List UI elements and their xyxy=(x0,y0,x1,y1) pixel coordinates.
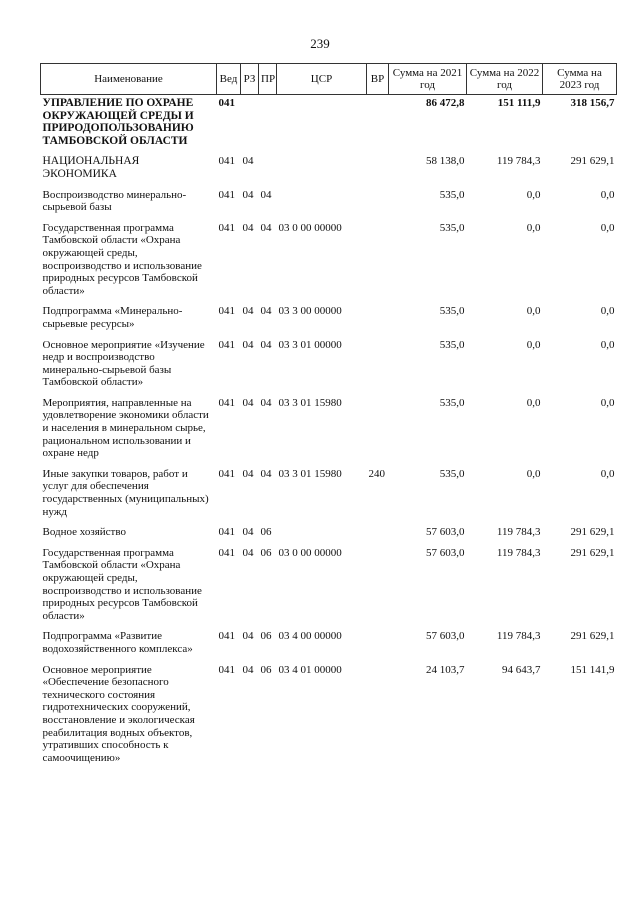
cell-sum-2022: 0,0 xyxy=(526,221,541,234)
cell-sum-2021: 24 103,7 xyxy=(426,663,465,676)
cell-sum-2023: 0,0 xyxy=(600,188,615,201)
cell-ved: 041 xyxy=(218,221,235,234)
cell-csr: 03 3 00 00000 xyxy=(278,305,342,318)
cell-rz: 04 xyxy=(242,630,254,643)
cell-vr xyxy=(367,395,389,466)
cell-sum-2023: 0,0 xyxy=(600,305,615,318)
cell-sum-2022: 0,0 xyxy=(526,396,541,409)
cell-sum-2023: 0,0 xyxy=(600,467,615,480)
cell-csr: 03 3 01 00000 xyxy=(278,338,342,351)
cell-ved: 041 xyxy=(218,97,235,109)
cell-rz: 04 xyxy=(242,305,254,318)
table-row xyxy=(41,337,617,395)
cell-pr: 04 xyxy=(260,221,272,234)
cell-vr xyxy=(367,337,389,395)
table-row xyxy=(41,187,617,220)
header-vr: ВР xyxy=(367,64,389,95)
cell-sum-2023: 291 629,1 xyxy=(570,155,615,168)
cell-sum-2022: 119 784,3 xyxy=(496,630,541,643)
table-row xyxy=(41,545,617,629)
cell-csr xyxy=(277,153,367,186)
cell-csr: 03 3 01 15980 xyxy=(278,467,342,480)
header-sum-2023: Сумма на 2023 год xyxy=(543,64,617,95)
cell-ved: 041 xyxy=(218,630,235,643)
cell-name: Иные закупки товаров, работ и услуг для обеспечения государственных (муниципальных) нужд xyxy=(42,467,209,518)
cell-sum-2023: 291 629,1 xyxy=(570,630,615,643)
cell-name: НАЦИОНАЛЬНАЯ ЭКОНОМИКА xyxy=(42,155,140,180)
header-name: Наименование xyxy=(41,64,217,95)
cell-vr xyxy=(367,220,389,304)
cell-sum-2021: 58 138,0 xyxy=(426,155,465,168)
header-sum-2022: Сумма на 2022 год xyxy=(467,64,543,95)
cell-ved: 041 xyxy=(218,526,235,539)
cell-rz: 04 xyxy=(242,155,254,168)
cell-sum-2021: 535,0 xyxy=(439,396,465,409)
cell-csr: 03 4 01 00000 xyxy=(278,663,342,676)
table-row xyxy=(41,303,617,336)
cell-csr: 03 0 00 00000 xyxy=(278,546,342,559)
cell-sum-2021: 86 472,8 xyxy=(426,97,465,109)
cell-rz: 04 xyxy=(242,526,254,539)
cell-sum-2021: 535,0 xyxy=(439,338,465,351)
table-row xyxy=(41,95,617,154)
cell-rz: 04 xyxy=(242,338,254,351)
cell-ved: 041 xyxy=(218,663,235,676)
cell-rz xyxy=(241,95,259,154)
table-header xyxy=(41,64,617,95)
cell-csr: 03 4 00 00000 xyxy=(278,630,342,643)
cell-csr: 03 3 01 15980 xyxy=(278,396,342,409)
cell-ved: 041 xyxy=(218,467,235,480)
cell-sum-2022: 119 784,3 xyxy=(496,526,541,539)
table-row xyxy=(41,466,617,524)
cell-vr xyxy=(367,662,389,771)
cell-csr xyxy=(277,95,367,154)
cell-vr xyxy=(367,545,389,629)
cell-pr: 04 xyxy=(260,305,272,318)
cell-sum-2022: 94 643,7 xyxy=(502,663,541,676)
page-number: 239 xyxy=(310,36,330,51)
cell-vr xyxy=(367,524,389,545)
cell-rz: 04 xyxy=(242,467,254,480)
cell-csr xyxy=(277,187,367,220)
cell-sum-2021: 57 603,0 xyxy=(426,630,465,643)
cell-sum-2021: 535,0 xyxy=(439,467,465,480)
cell-sum-2022: 0,0 xyxy=(526,338,541,351)
cell-name: Подпрограмма «Минерально-сырьевые ресурсы» xyxy=(42,305,183,330)
cell-csr: 03 0 00 00000 xyxy=(278,221,342,234)
cell-ved: 041 xyxy=(218,188,235,201)
cell-rz: 04 xyxy=(242,221,254,234)
cell-pr: 06 xyxy=(260,526,272,539)
cell-pr: 04 xyxy=(260,396,272,409)
cell-sum-2022: 0,0 xyxy=(526,305,541,318)
cell-sum-2021: 57 603,0 xyxy=(426,526,465,539)
cell-ved: 041 xyxy=(218,546,235,559)
cell-pr: 06 xyxy=(260,663,272,676)
cell-name: Государственная программа Тамбовской области «Охрана окружающей среды, воспроизводство и использование природных ресурсов Тамбовской области» xyxy=(42,546,202,622)
cell-name: Основное мероприятие «Изучение недр и воспроизводство минерально-сырьевой базы Тамбовской области» xyxy=(42,338,205,389)
table-row xyxy=(41,220,617,304)
cell-sum-2022: 119 784,3 xyxy=(496,546,541,559)
cell-name: Подпрограмма «Развитие водохозяйственного комплекса» xyxy=(42,630,193,655)
cell-vr xyxy=(367,628,389,661)
cell-rz: 04 xyxy=(242,396,254,409)
cell-sum-2023: 291 629,1 xyxy=(570,526,615,539)
cell-pr: 04 xyxy=(260,188,272,201)
cell-rz: 04 xyxy=(242,546,254,559)
table-row xyxy=(41,395,617,466)
cell-csr xyxy=(277,524,367,545)
cell-name: Мероприятия, направленные на удовлетворение экономики области и населения в минеральном сырье, рациональном использовании и охране недр xyxy=(42,396,209,460)
cell-ved: 041 xyxy=(218,155,235,168)
header-rz: РЗ xyxy=(241,64,259,95)
cell-sum-2021: 535,0 xyxy=(439,305,465,318)
cell-name: Государственная программа Тамбовской области «Охрана окружающей среды, воспроизводство и использование природных ресурсов Тамбовской области» xyxy=(42,221,202,297)
cell-vr xyxy=(367,303,389,336)
cell-sum-2022: 0,0 xyxy=(526,188,541,201)
cell-ved: 041 xyxy=(218,338,235,351)
cell-vr xyxy=(367,187,389,220)
budget-table xyxy=(40,63,617,770)
cell-pr: 04 xyxy=(260,467,272,480)
cell-sum-2023: 0,0 xyxy=(600,338,615,351)
cell-vr: 240 xyxy=(368,467,385,480)
cell-sum-2023: 0,0 xyxy=(600,396,615,409)
cell-sum-2022: 119 784,3 xyxy=(496,155,541,168)
cell-pr: 06 xyxy=(260,546,272,559)
cell-rz: 04 xyxy=(242,188,254,201)
cell-vr xyxy=(367,95,389,154)
cell-name: Основное мероприятие «Обеспечение безопасного технического состояния гидротехнических сооружений, восстановление и экологическая реабилитация водных объектов, утративших способность к самоочищению» xyxy=(42,663,195,764)
table-row xyxy=(41,153,617,186)
cell-sum-2021: 57 603,0 xyxy=(426,546,465,559)
cell-sum-2023: 291 629,1 xyxy=(570,546,615,559)
cell-sum-2022: 0,0 xyxy=(526,467,541,480)
cell-pr: 06 xyxy=(260,630,272,643)
cell-ved: 041 xyxy=(218,305,235,318)
header-sum-2021: Сумма на 2021 год xyxy=(389,64,467,95)
header-csr: ЦСР xyxy=(277,64,367,95)
header-pr: ПР xyxy=(259,64,277,95)
cell-rz: 04 xyxy=(242,663,254,676)
cell-sum-2023: 0,0 xyxy=(600,221,615,234)
cell-sum-2021: 535,0 xyxy=(439,188,465,201)
table-row xyxy=(41,524,617,545)
cell-sum-2022: 151 111,9 xyxy=(497,97,541,109)
cell-vr xyxy=(367,153,389,186)
cell-name: УПРАВЛЕНИЕ ПО ОХРАНЕ ОКРУЖАЮЩЕЙ СРЕДЫ И ПРИРОДОПОЛЬЗОВАНИЮ ТАМБОВСКОЙ ОБЛАСТИ xyxy=(42,97,194,147)
cell-name: Воспроизводство минерально-сырьевой базы xyxy=(42,188,187,214)
header-ved: Вед xyxy=(217,64,241,95)
cell-sum-2023: 151 141,9 xyxy=(570,663,615,676)
cell-sum-2023: 318 156,7 xyxy=(570,97,615,109)
cell-sum-2021: 535,0 xyxy=(439,221,465,234)
cell-pr xyxy=(259,95,277,154)
cell-pr xyxy=(259,153,277,186)
table-body xyxy=(41,95,617,771)
table-row xyxy=(41,662,617,771)
cell-name: Водное хозяйство xyxy=(42,526,126,539)
table-row xyxy=(41,628,617,661)
cell-ved: 041 xyxy=(218,396,235,409)
cell-pr: 04 xyxy=(260,338,272,351)
